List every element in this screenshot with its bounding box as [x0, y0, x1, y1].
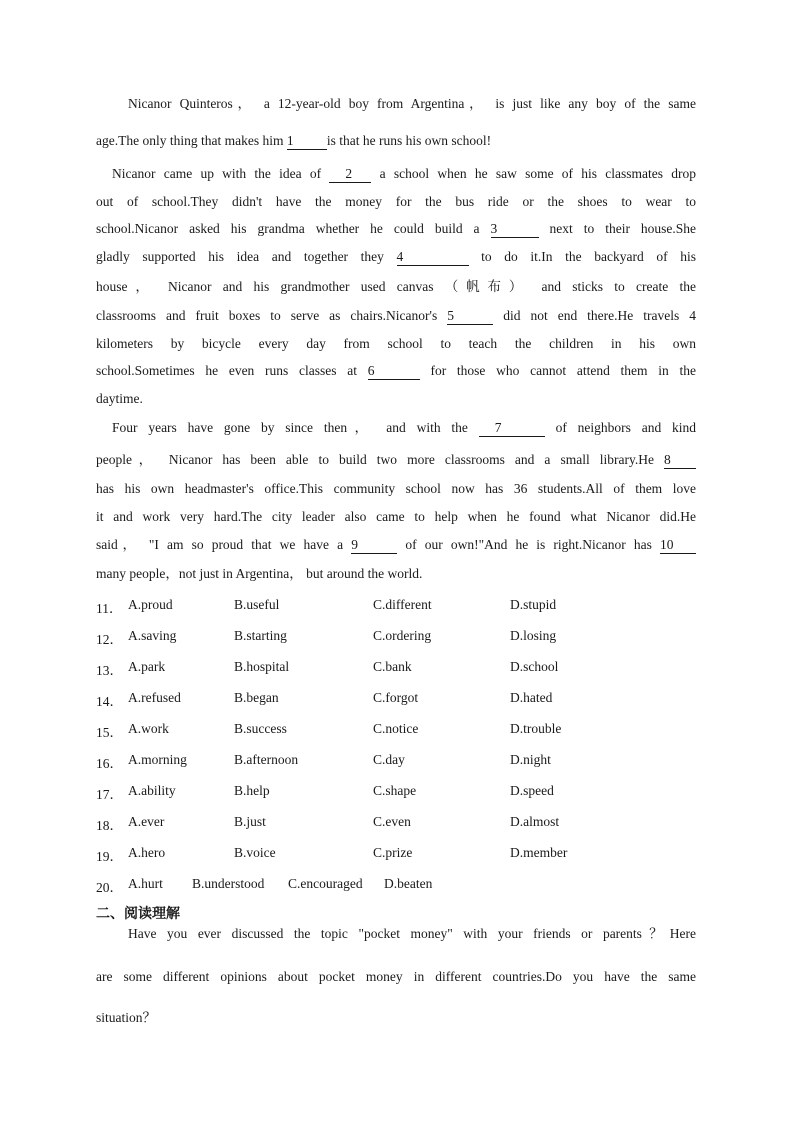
text: gladly supported his idea and together they — [96, 248, 384, 264]
text: did not end there.He travels 4 — [503, 307, 697, 323]
blank-1: 1 — [287, 134, 327, 150]
option-b: B.help — [234, 783, 270, 798]
text: house， Nicanor and his grandmother used canvas （帆布） and sticks to create the — [96, 278, 696, 294]
option-a: A.park — [128, 659, 166, 674]
question-row — [96, 752, 696, 783]
text: of neighbors and kind — [555, 420, 697, 435]
option-b: B.voice — [234, 845, 276, 860]
option-a: A.saving — [128, 628, 177, 643]
option-a: A.work — [128, 721, 169, 736]
paragraph-line — [96, 452, 696, 469]
text: many people，not just in Argentina， but around the world. — [96, 565, 423, 581]
option-b: B.just — [234, 814, 266, 829]
question-number: 19． — [96, 849, 123, 864]
paragraph-line — [96, 481, 696, 497]
option-c: C.even — [373, 814, 411, 829]
cloze-passage — [96, 96, 697, 581]
option-a: A.ever — [128, 814, 165, 829]
question-number: 11． — [96, 601, 123, 616]
text: classrooms and fruit boxes to serve as chairs.Nicanor's — [96, 307, 438, 323]
question-number: 16． — [96, 756, 123, 771]
paragraph-line — [96, 566, 696, 582]
option-c: C.ordering — [373, 628, 432, 643]
paragraph-line — [96, 509, 696, 525]
question-row — [96, 659, 696, 690]
option-b: B.success — [234, 721, 287, 736]
option-c: C.encouraged — [288, 876, 363, 891]
option-c: C.prize — [373, 845, 413, 860]
question-row — [96, 814, 696, 845]
blank-6: 6 — [368, 364, 420, 380]
paragraph-line — [96, 336, 696, 352]
paragraph-line — [96, 537, 696, 554]
text: a school when he saw some of his classmates drop — [379, 166, 697, 181]
paragraph-line — [96, 420, 696, 437]
paragraph-line — [96, 1010, 696, 1039]
blank-9: 9 — [351, 538, 397, 554]
question-number: 14． — [96, 694, 123, 709]
option-a: A.hurt — [128, 876, 163, 891]
option-a: A.refused — [128, 690, 181, 705]
question-number: 17． — [96, 787, 123, 802]
paragraph-line — [96, 363, 696, 380]
option-d: D.stupid — [510, 597, 557, 612]
text: has his own headmaster's office.This community school now has 36 students.All of them love — [96, 480, 696, 496]
text: age.The only thing that makes him — [96, 133, 284, 148]
text: of our own!"And he is right.Nicanor has — [405, 537, 652, 553]
option-d: D.almost — [510, 814, 560, 829]
text: school.Sometimes he even runs classes at — [96, 362, 357, 378]
option-a: A.proud — [128, 597, 173, 612]
question-row — [96, 597, 696, 628]
option-c: C.shape — [373, 783, 417, 798]
option-d: D.beaten — [384, 876, 433, 891]
option-c: C.day — [373, 752, 405, 767]
text: said， "I am so proud that we have a — [96, 537, 344, 553]
text: is that he runs his own school! — [326, 133, 492, 148]
blank-4: 4 — [397, 250, 469, 266]
paragraph-line — [96, 969, 696, 998]
option-a: A.morning — [128, 752, 187, 767]
question-number: 20． — [96, 880, 123, 895]
blank-7: 7 — [479, 421, 545, 437]
reading-intro — [96, 926, 696, 1039]
option-d: D.trouble — [510, 721, 562, 736]
text: situation？ — [96, 1010, 156, 1025]
question-row — [96, 690, 696, 721]
paragraph-line — [96, 308, 696, 325]
question-row — [96, 783, 696, 814]
option-d: D.night — [510, 752, 551, 767]
question-number: 12． — [96, 632, 123, 647]
question-number: 13． — [96, 663, 123, 678]
option-c: C.different — [373, 597, 432, 612]
text: next to their house.She — [549, 221, 697, 237]
section-title: 二、阅读理解 — [96, 906, 180, 922]
text: are some different opinions about pocket money in different countries.Do you have the same — [96, 969, 696, 984]
option-b: B.useful — [234, 597, 280, 612]
blank-5: 5 — [447, 309, 493, 325]
paragraph-line — [96, 249, 696, 266]
paragraph-line — [96, 166, 696, 183]
question-number: 18． — [96, 818, 123, 833]
paragraph-line — [96, 194, 696, 210]
paragraph-1 — [96, 96, 696, 162]
question-row — [96, 721, 696, 752]
text: for those who cannot attend them in the — [430, 362, 697, 378]
question-number: 15． — [96, 725, 123, 740]
blank-2: 2 — [329, 167, 371, 183]
option-a: A.ability — [128, 783, 176, 798]
option-b: B.began — [234, 690, 279, 705]
text: Have you ever discussed the topic "pocket money" with your friends or parents？Here — [128, 926, 696, 941]
text: out of school.They didn't have the money for the bus ride or the shoes to wear to — [96, 193, 696, 209]
text: Four years have gone by since then， and with the — [112, 420, 468, 435]
option-d: D.member — [510, 845, 568, 860]
option-b: B.afternoon — [234, 752, 299, 767]
blank-10: 10 — [660, 538, 696, 554]
paragraph-line — [96, 96, 696, 125]
option-c: C.notice — [373, 721, 419, 736]
paragraph-2 — [96, 166, 696, 407]
option-b: B.understood — [192, 876, 265, 891]
blank-3: 3 — [491, 222, 539, 238]
option-d: D.speed — [510, 783, 554, 798]
text: Nicanor came up with the idea of — [112, 166, 322, 181]
option-c: C.forgot — [373, 690, 419, 705]
blank-8: 8 — [664, 453, 696, 469]
paragraph-line — [96, 221, 696, 238]
question-row — [96, 876, 696, 907]
paragraph-line — [96, 133, 696, 162]
text: daytime. — [96, 390, 143, 406]
question-row — [96, 845, 696, 876]
paragraph-line — [96, 279, 696, 295]
text: Nicanor Quinteros， a 12-year-old boy from Argentina， is just like any boy of the same — [128, 96, 696, 111]
text: it and work very hard.The city leader also came to help when he found what Nicanor did.He — [96, 508, 696, 524]
text: kilometers by bicycle every day from school to teach the children in his own — [96, 335, 696, 351]
option-a: A.hero — [128, 845, 166, 860]
option-d: D.school — [510, 659, 559, 674]
options-list — [96, 597, 696, 907]
question-row — [96, 628, 696, 659]
option-d: D.hated — [510, 690, 553, 705]
option-b: B.starting — [234, 628, 287, 643]
text: to do it.In the backyard of his — [481, 248, 696, 264]
option-b: B.hospital — [234, 659, 290, 674]
paragraph-3 — [96, 420, 696, 582]
text: people， Nicanor has been able to build two more classrooms and a small library.He — [96, 451, 654, 467]
option-d: D.losing — [510, 628, 557, 643]
paragraph-line — [96, 391, 696, 407]
text: school.Nicanor asked his grandma whether he could build a — [96, 221, 480, 237]
paragraph-line — [96, 926, 696, 955]
option-c: C.bank — [373, 659, 412, 674]
